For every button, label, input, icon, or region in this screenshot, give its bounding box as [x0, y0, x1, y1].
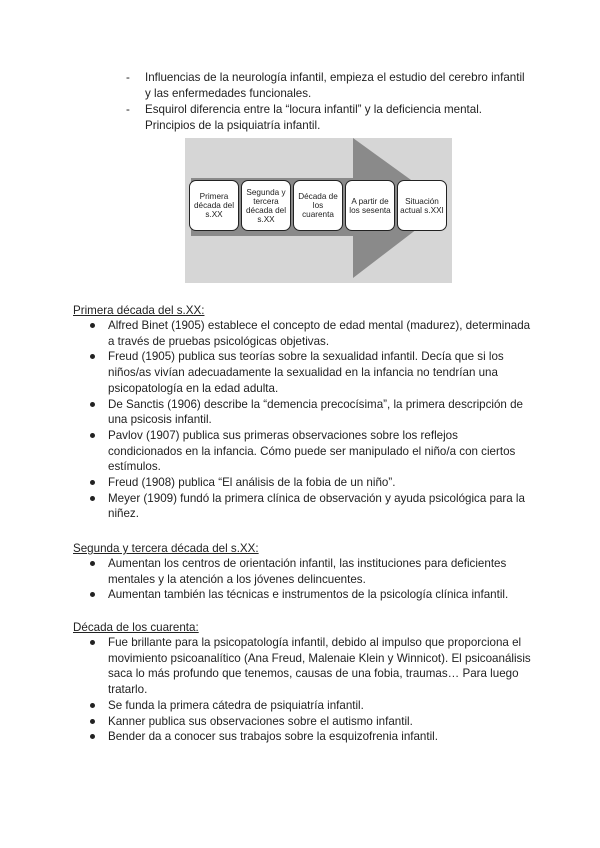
- list-item: [0, 556, 600, 587]
- list-item-text: Se funda la primera cátedra de psiquiatría infantil.: [108, 698, 364, 712]
- bullet-icon: [90, 354, 95, 359]
- bullet-icon: [90, 640, 95, 645]
- list-item: [0, 714, 600, 730]
- list-item: [0, 587, 600, 603]
- section-title: Primera década del s.XX:: [73, 304, 205, 317]
- list-item-text: Freud (1908) publica “El análisis de la fobia de un niño”.: [108, 476, 396, 490]
- list-item-text: Kanner publica sus observaciones sobre el autismo infantil.: [108, 714, 413, 728]
- list-item-text: Alfred Binet (1905) establece el concepto de edad mental (madurez), determinada a través de pruebas psicológicas objetivas.: [108, 319, 531, 348]
- dash-marker: -: [126, 71, 130, 84]
- list-item-text: Pavlov (1907) publica sus primeras observaciones sobre los reflejos condicionados en la infancia. Cómo puede ser manipulado el niño/a con ciertos estímulos.: [108, 428, 516, 474]
- stage-box: Década de los cuarenta: [293, 180, 343, 231]
- stage-box: Segunda y tercera década del s.XX: [241, 180, 291, 231]
- list-item: [0, 349, 600, 396]
- section-list: [0, 556, 600, 603]
- section-title: Década de los cuarenta:: [73, 621, 199, 634]
- stage-box: Primera década del s.XX: [189, 180, 239, 231]
- stage-box: Situación actual s.XXI: [397, 180, 447, 231]
- list-item-text: Meyer (1909) fundó la primera clínica de observación y ayuda psicológica para la niñez.: [108, 491, 525, 521]
- list-item-text: Freud (1905) publica sus teorías sobre la sexualidad infantil. Decía que si los niños/as vivían adecuadamente la sexualidad en la infancia no tendrían una psicopatología en la edad adulta.: [108, 350, 504, 395]
- intro-item: [0, 70, 600, 101]
- list-item-text: Aumentan los centros de orientación infantil, las instituciones para deficientes mentales y la atención a los jóvenes delincuentes.: [108, 557, 507, 586]
- list-item: [0, 491, 600, 522]
- section-list: [0, 318, 600, 522]
- list-item-text: Bender da a conocer sus trabajos sobre la esquizofrenia infantil.: [108, 730, 438, 744]
- list-item: [0, 729, 600, 745]
- list-item: [0, 698, 600, 714]
- list-item-text: De Sanctis (1906) describe la “demencia precocísima”, la primera descripción de una psicosis infantil.: [108, 397, 523, 427]
- bullet-icon: [90, 402, 95, 407]
- list-item: [0, 397, 600, 428]
- list-item: [0, 318, 600, 349]
- list-item: [0, 635, 600, 698]
- intro-list: [0, 70, 600, 134]
- dash-marker: -: [126, 103, 130, 116]
- bullet-icon: [90, 703, 95, 708]
- section-list: [0, 635, 600, 745]
- list-item-text: Fue brillante para la psicopatología infantil, debido al impulso que proporciona el movimiento psicoanalítico (Ana Freud, Malenaie Klein y Winnicot). El psicoanálisis saca lo más profundo que tenemos, causas de una fobia, traumas… Para luego tratarlo.: [108, 636, 531, 697]
- list-item: [0, 428, 600, 475]
- bullet-icon: [90, 719, 95, 724]
- bullet-icon: [90, 496, 95, 501]
- stage-box: A partir de los sesenta: [345, 180, 395, 231]
- timeline-diagram: [185, 138, 452, 283]
- bullet-icon: [90, 433, 95, 438]
- intro-item-text: Influencias de la neurología infantil, empieza el estudio del cerebro infantil y las enfermedades funcionales.: [145, 71, 525, 100]
- intro-item-text: Esquirol diferencia entre la “locura infantil” y la deficiencia mental. Principios de la psiquiatría infantil.: [145, 103, 483, 132]
- section-title: Segunda y tercera década del s.XX:: [73, 542, 259, 555]
- list-item: [0, 475, 600, 491]
- list-item-text: Aumentan también las técnicas e instrumentos de la psicología clínica infantil.: [108, 588, 509, 602]
- bullet-icon: [90, 561, 95, 566]
- intro-item: [0, 102, 600, 133]
- bullet-icon: [90, 323, 95, 328]
- bullet-icon: [90, 480, 95, 485]
- bullet-icon: [90, 734, 95, 739]
- bullet-icon: [90, 592, 95, 597]
